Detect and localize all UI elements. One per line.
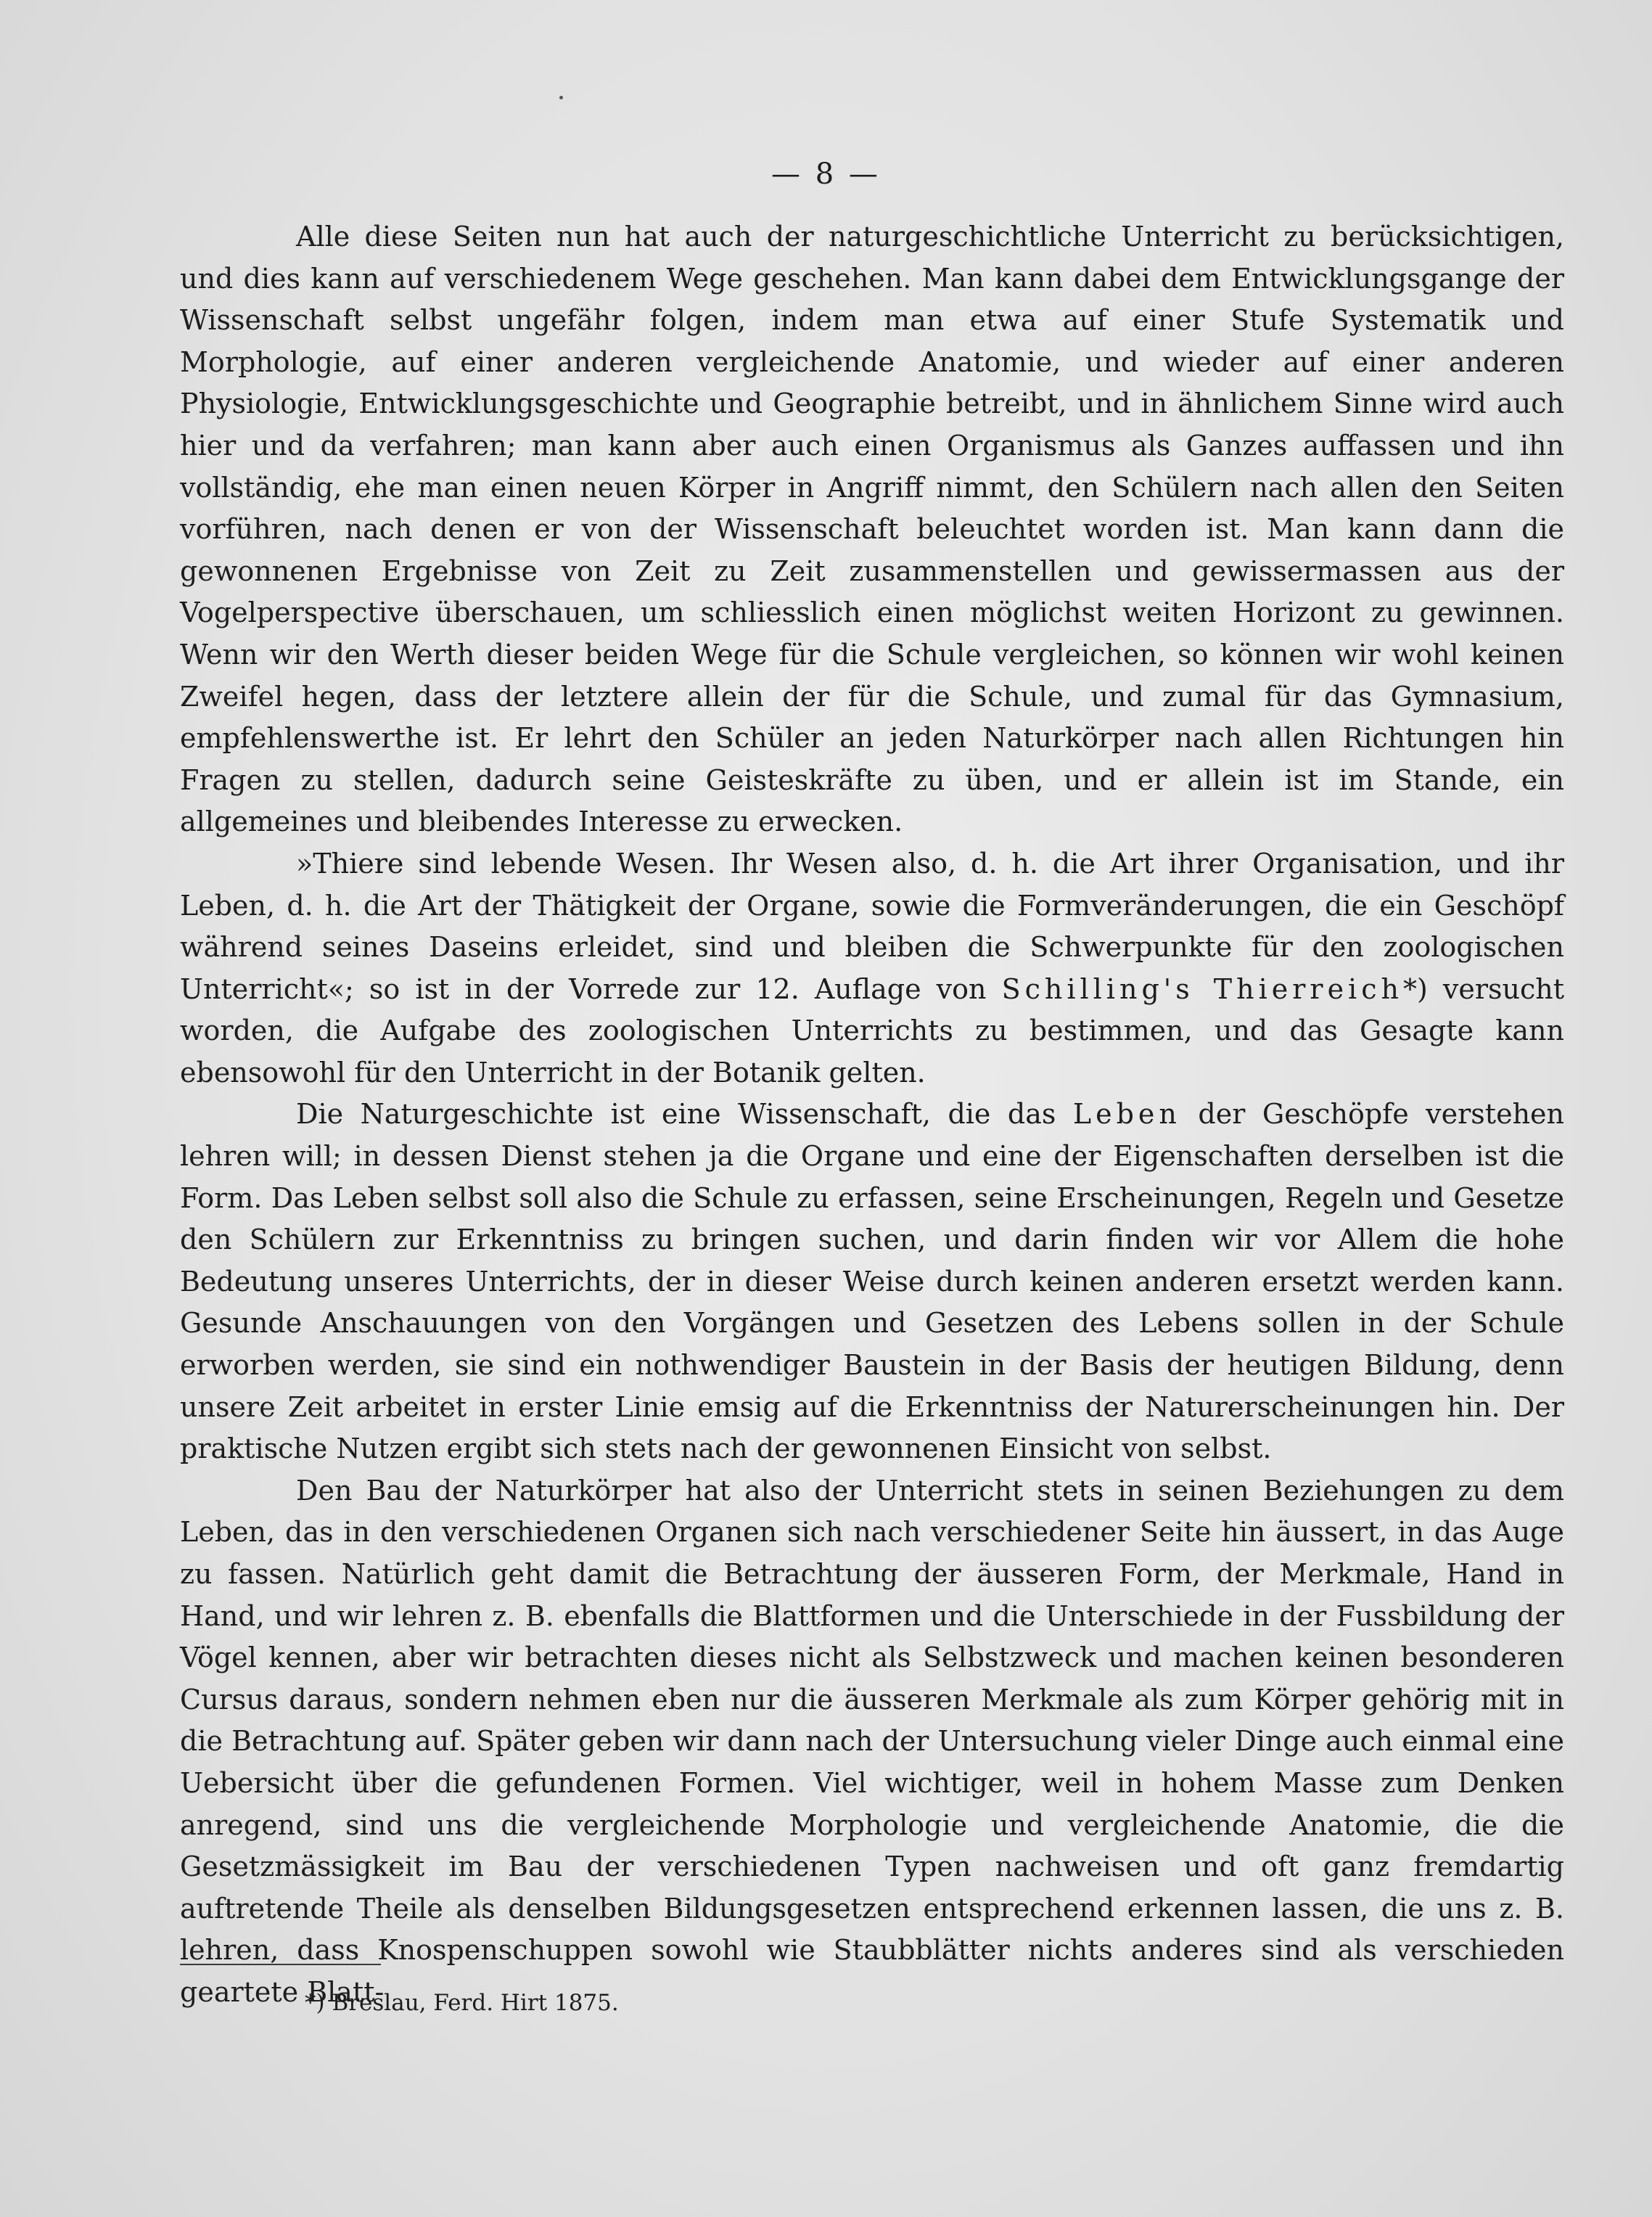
footnote: *) Breslau, Ferd. Hirt 1875. xyxy=(305,1990,619,2016)
paragraph-2-text-start: »Thiere sind lebende Wesen. Ihr Wesen also, d. h. die Art ihrer Organisation, und ihr Leben, d. h. die Art der Thätigkeit der Organe, sowie die Formveränderungen, die ein Geschöpf während seines Daseins erleidet, sind und bleiben die Schwerpunkte für den zoologischen Unterricht«; so ist in der Vorrede zur 12. Auflage von xyxy=(180,847,1564,1005)
paragraph-2 xyxy=(180,843,1564,1094)
paragraph-2-text-end: *) versucht worden, die Aufgabe des zoologischen Unterrichts zu bestimmen, und das Gesagte kann ebensowohl für den Unterricht in der Botanik gelten. xyxy=(180,972,1565,1089)
body-text xyxy=(180,216,1564,2014)
footnote-rule xyxy=(180,1964,381,1965)
spaced-book-title: Schilling's Thierreich xyxy=(1001,972,1403,1005)
print-speck xyxy=(559,96,563,99)
paragraph-3-text-end: der Geschöpfe verstehen lehren will; in dessen Dienst stehen ja die Organe und eine der Eigenschaften derselben ist die Form. Das Leben selbst soll also die Schule zu erfassen, seine Erscheinungen, Regeln und Gesetze den Schülern zur Erkenntniss zu bringen suchen, und darin finden wir vor Allem die hohe Bedeutung unseres Unterrichts, der in dieser Weise durch keinen anderen ersetzt werden kann. Gesunde Anschauungen von den Vorgängen und Gesetzen des Lebens sollen in der Schule erworben werden, sie sind ein nothwendiger Baustein in der Basis der heutigen Bildung, denn unsere Zeit arbeitet in erster Linie emsig auf die Erkenntniss der Naturerscheinungen hin. Der praktische Nutzen ergibt sich stets nach der gewonnenen Einsicht von selbst. xyxy=(180,1098,1564,1465)
paragraph-3-text-start: Die Naturgeschichte ist eine Wissenschaft, die das xyxy=(296,1098,1073,1131)
spaced-emphasis-leben: Leben xyxy=(1072,1098,1181,1131)
paragraph-3 xyxy=(180,1094,1564,1470)
paragraph-1: Alle diese Seiten nun hat auch der naturgeschichtliche Unterricht zu berücksichtigen, und dies kann auf verschiedenem Wege geschehen. Man kann dabei dem Entwicklungsgange der Wissenschaft selbst ungefähr folgen, indem man etwa auf einer Stufe Systematik und Morphologie, auf einer anderen vergleichende Anatomie, und wieder auf einer anderen Physiologie, Entwicklungsgeschichte und Geographie betreibt, und in ähnlichem Sinne wird auch hier und da verfahren; man kann aber auch einen Organismus als Ganzes auffassen und ihn vollständig, ehe man einen neuen Körper in Angriff nimmt, den Schülern nach allen den Seiten vorführen, nach denen er von der Wissenschaft beleuchtet worden ist. Man kann dann die gewonnenen Ergebnisse von Zeit zu Zeit zusammenstellen und gewissermassen aus der Vogelperspective überschauen, um schliesslich einen möglichst weiten Horizont zu gewinnen. Wenn wir den Werth dieser beiden Wege für die Schule vergleichen, so können wir wohl keinen Zweifel hegen, dass der letztere allein der für die Schule, und zumal für das Gymnasium, empfehlenswerthe ist. Er lehrt den Schüler an jeden Naturkörper nach allen Richtungen hin Fragen zu stellen, dadurch seine Geisteskräfte zu üben, und er allein ist im Stande, ein allgemeines und bleibendes Interesse zu erwecken. xyxy=(180,221,1564,838)
paragraph-4: Den Bau der Naturkörper hat also der Unterricht stets in seinen Beziehungen zu dem Leben, das in den verschiedenen Organen sich nach verschiedener Seite hin äussert, in das Auge zu fassen. Natürlich geht damit die Betrachtung der äusseren Form, der Merkmale, Hand in Hand, und wir lehren z. B. ebenfalls die Blattformen und die Unterschiede in der Fussbildung der Vögel kennen, aber wir betrachten dieses nicht als Selbstzweck und machen keinen besonderen Cursus daraus, sondern nehmen eben nur die äusseren Merkmale als zum Körper gehörig mit in die Betrachtung auf. Später geben wir dann nach der Untersuchung vieler Dinge auch einmal eine Uebersicht über die gefundenen Formen. Viel wichtiger, weil in hohem Masse zum Denken anregend, sind uns die vergleichende Morphologie und vergleichende Anatomie, die die Gesetzmässigkeit im Bau der verschiedenen Typen nachweisen und oft ganz fremdartig auftretende Theile als denselben Bildungsgesetzen entsprechend erkennen lassen, die uns z. B. lehren, dass Knospenschuppen sowohl wie Staubblätter nichts anderes sind als verschieden geartete Blatt- xyxy=(180,1474,1564,2008)
page-number: — 8 — xyxy=(771,157,881,191)
